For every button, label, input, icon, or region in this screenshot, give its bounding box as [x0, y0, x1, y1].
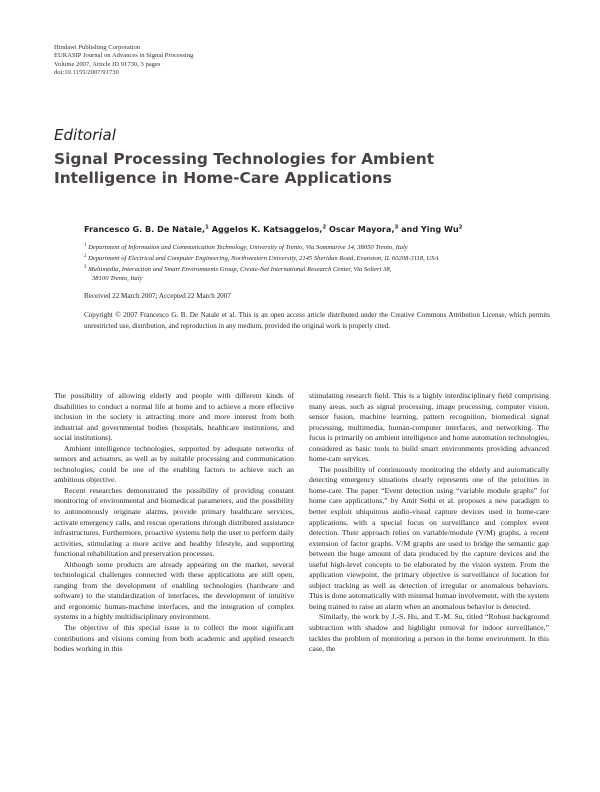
article-type: Editorial: [54, 126, 116, 144]
affiliation-text: Department of Information and Communication Technology, University of Trento, Via Sommarive 14, 38050 Trento, Italy: [88, 244, 408, 252]
author-affiliation-marker: 2: [458, 224, 463, 231]
affiliation-number: 1: [84, 243, 87, 248]
affiliation-item: [84, 253, 554, 264]
copyright-notice: Copyright © 2007 Francesco G. B. De Natale et al. This is an open access article distributed under the Creative Commons Attribution License, which permits unrestricted use, distribution, and reproduction in any medium, provided the original work is properly cited.: [84, 311, 550, 330]
author-name: Aggelos K. Katsaggelos,: [211, 224, 323, 234]
body-paragraph: Ambient intelligence technologies, supported by adequate networks of sensors and actuators, as well as by suitable processing and communication technologies, could be one of the enabling factors to achieve such an ambitious objective.: [54, 443, 294, 485]
affiliation-text: Multimedia, Interaction and Smart Environments Group, Create-Net International Research Center, Via Solteri 38,: [88, 266, 392, 274]
affiliation-text: Department of Electrical and Computer Engineering, Northwestern University, 2145 Sheridan Road, Evanston, IL 60208-3118, USA: [88, 255, 439, 263]
author-affiliation-marker: 3: [394, 224, 399, 231]
author-list: [84, 224, 462, 234]
author-affiliation-marker: 2: [322, 224, 327, 231]
journal-name-line: EURASIP Journal on Advances in Signal Processing: [54, 52, 194, 60]
article-title: Signal Processing Technologies for Ambient Intelligence in Home-Care Applications: [54, 150, 435, 187]
body-column-right: [309, 391, 549, 655]
author-name: Francesco G. B. De Natale,: [84, 224, 206, 234]
body-paragraph: Recent researches demonstrated the possibility of providing constant monitoring of environmental and biomedical parameters, and the possibility to autonomously originate alarms, provide primary healthcare services, activate emergency calls, and rescue operations through distributed assistance infrastructures. Furthermore, proactive systems help the user to perform daily activities, stimulating a more active and healthy lifestyle, and supporting functional rehabilitation and preservation processes.: [54, 485, 294, 559]
body-paragraph: stimulating research field. This is a highly interdisciplinary field comprising many areas, such as signal processing, image processing, computer vision, sensor fusion, machine learning, pattern recognition, biomedical signal processing, multimedia, human-computer interfaces, and networking. The focus is primarily on ambient intelligence and home automation technologies, considered as basic tools to build smart environments providing advanced home-care services.: [309, 391, 549, 464]
publisher-line: Hindawi Publishing Corporation: [54, 44, 141, 51]
body-paragraph: The possibility of allowing elderly and people with different kinds of disabilities to conduct a normal life at home and to achieve a more effective inclusion in the society is attracting more and more interest from both industrial and governmental bodies (hospitals, healthcare institutions, and social institutions).: [54, 391, 294, 443]
affiliation-number: 2: [84, 253, 87, 259]
body-paragraph: Similarly, the work by J.-S. Hu, and T.-M. Su, titled “Robust background subtraction with shadow and highlight removal for indoor surveillance,” tackles the problem of monitoring a person in the home environment. In this case, the: [309, 612, 549, 654]
body-paragraph: Although some products are already appearing on the market, several technological challenges connected with these applications are still open, ranging from the development of enabling technologies (hardware and software) to the standardization of interfaces, the development of intuitive and ergonomic human-machine interfaces, and the integration of complex systems in a highly multidisciplinary environment.: [54, 559, 294, 622]
author-name: and Ying Wu: [401, 224, 459, 234]
body-paragraph: The possibility of continuously monitoring the elderly and automatically detecting emergency situations clearly represents one of the priorities in home-care. The paper “Event detection using “variable module graphs” for home care applications,” by Amit Sethi et al. proposes a new paradigm to better exploit ubiquitous audio-visual capture devices used in home-care applications, with a special focus on surveillance and complex event detection. Their approach relies on variable/module (V/M) graphs, a recent extension of factor graphs. V/M graphs are used to bridge the semantic gap between the huge amount of data produced by the capture devices and the useful high-level concepts to be elaborated by the vision system. From the application viewpoint, the primary objective is surveillance of location for subject tracking as well as detection of irregular or anomalous behaviors. This is done automatically with minimal human involvement, with the system being trained to raise an alarm when an anomalous behavior is detected.: [309, 464, 549, 611]
affiliation-number: 3: [84, 264, 87, 270]
author-name: Oscar Mayora,: [329, 224, 395, 234]
received-accepted-dates: Received 22 March 2007; Accepted 22 March 2007: [84, 292, 231, 300]
body-column-left: [54, 391, 294, 655]
journal-header: [54, 44, 193, 78]
doi-line: doi:10.1155/2007/91730: [54, 69, 119, 77]
body-paragraph: The objective of this special issue is to collect the most significant contributions and visions coming from both academic and applied research bodies working in this: [54, 623, 294, 654]
affiliation-continuation: 38100 Trento, Italy: [92, 274, 143, 282]
volume-line: Volume 2007, Article ID 91730, 3 pages: [54, 60, 161, 68]
affiliation-item: [84, 242, 554, 253]
affiliation-item: [84, 264, 554, 275]
author-affiliation-marker: 1: [205, 224, 209, 231]
affiliation-list: [84, 242, 554, 284]
